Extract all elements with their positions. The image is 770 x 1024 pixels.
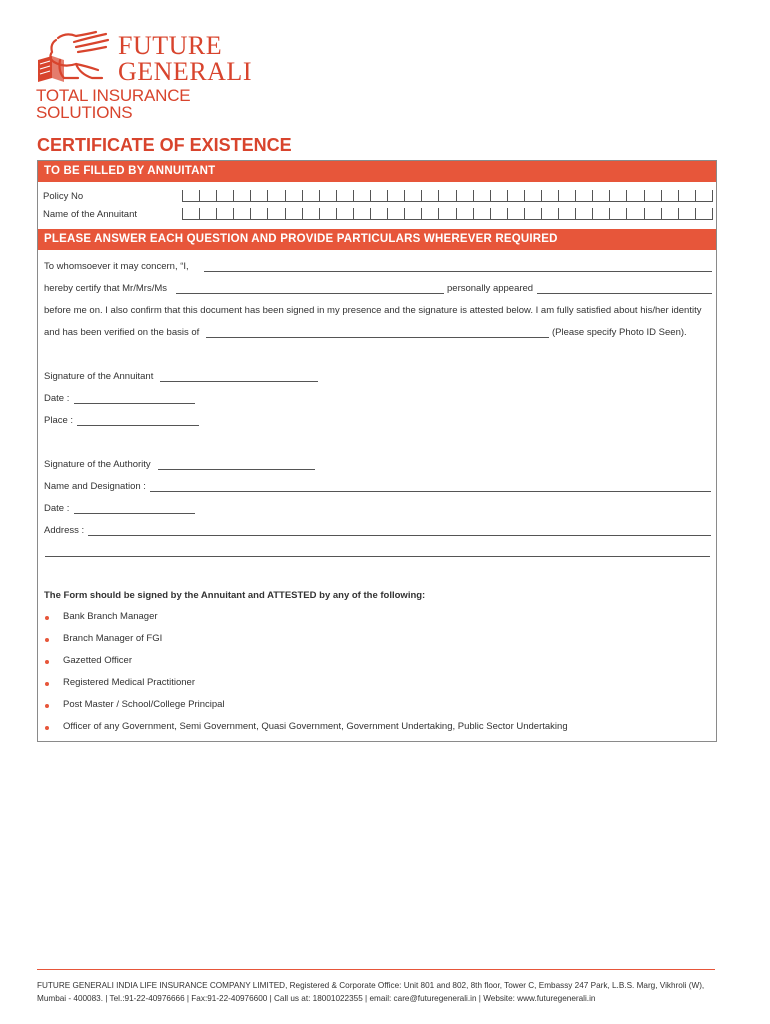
char-box[interactable] <box>319 190 336 202</box>
char-box[interactable] <box>695 190 713 202</box>
person-name-field[interactable] <box>176 293 444 294</box>
name-designation-field[interactable] <box>150 491 711 492</box>
char-box[interactable] <box>473 190 490 202</box>
char-box[interactable] <box>438 190 455 202</box>
char-box[interactable] <box>302 190 319 202</box>
char-box[interactable] <box>182 190 199 202</box>
char-box[interactable] <box>267 208 284 220</box>
brand-tagline: TOTAL INSURANCE SOLUTIONS <box>36 86 191 122</box>
concern-text: To whomsoever it may concern, “I, <box>44 261 189 272</box>
char-box[interactable] <box>678 190 695 202</box>
bullet-icon <box>45 660 49 664</box>
certify-text: hereby certify that Mr/Mrs/Ms <box>44 283 167 294</box>
place-field[interactable] <box>77 425 199 426</box>
bullet-icon <box>45 616 49 620</box>
char-box[interactable] <box>490 208 507 220</box>
date-field-1[interactable] <box>74 403 195 404</box>
photo-id-hint: (Please specify Photo ID Seen). <box>552 327 687 338</box>
char-box[interactable] <box>233 208 250 220</box>
char-box[interactable] <box>319 208 336 220</box>
company-logo <box>36 30 276 122</box>
char-box[interactable] <box>250 190 267 202</box>
char-box[interactable] <box>233 190 250 202</box>
char-box[interactable] <box>456 190 473 202</box>
char-box[interactable] <box>336 190 353 202</box>
confirmation-text: before me on. I also confirm that this document has been signed in my presence and the signature is attested below. I am fully satisfied about his/her identity <box>44 305 702 316</box>
char-box[interactable] <box>644 208 661 220</box>
page-title: CERTIFICATE OF EXISTENCE <box>37 135 292 155</box>
list-item: Post Master / School/College Principal <box>63 699 225 710</box>
address-label: Address : <box>44 525 85 536</box>
name-designation-label: Name and Designation : <box>44 481 146 492</box>
section-heading-particulars: PLEASE ANSWER EACH QUESTION AND PROVIDE PARTICULARS WHEREVER REQUIRED <box>38 229 716 250</box>
char-box[interactable] <box>609 208 626 220</box>
char-box[interactable] <box>678 208 695 220</box>
annuitant-name-label: Name of the Annuitant <box>43 209 138 220</box>
list-item: Bank Branch Manager <box>63 611 158 622</box>
annuitant-signature-label: Signature of the Annuitant <box>44 371 154 382</box>
bullet-icon <box>45 704 49 708</box>
char-box[interactable] <box>558 190 575 202</box>
char-box[interactable] <box>507 190 524 202</box>
char-box[interactable] <box>592 190 609 202</box>
char-box[interactable] <box>575 190 592 202</box>
char-box[interactable] <box>353 190 370 202</box>
char-box[interactable] <box>421 208 438 220</box>
char-box[interactable] <box>609 190 626 202</box>
footer-address: FUTURE GENERALI INDIA LIFE INSURANCE COMPANY LIMITED, Registered & Corporate Office: Unit 801 and 802, 8th floor, Tower C, Embassy 247 Park, L.B.S. Marg, Vikhroli (W), <box>37 981 705 990</box>
date-label-1: Date : <box>44 393 70 404</box>
footer <box>37 979 727 1005</box>
char-box[interactable] <box>404 190 421 202</box>
char-box[interactable] <box>216 190 233 202</box>
certificate-form <box>37 160 717 742</box>
char-box[interactable] <box>370 208 387 220</box>
char-box[interactable] <box>285 208 302 220</box>
authority-signature-label: Signature of the Authority <box>44 459 151 470</box>
footer-divider <box>37 969 715 970</box>
char-box[interactable] <box>592 208 609 220</box>
char-box[interactable] <box>302 208 319 220</box>
winged-lion-icon <box>36 30 116 88</box>
char-box[interactable] <box>370 190 387 202</box>
appeared-field[interactable] <box>537 293 712 294</box>
date-field-2[interactable] <box>74 513 195 514</box>
photo-id-field[interactable] <box>206 337 549 338</box>
authority-signature-field[interactable] <box>158 469 315 470</box>
attestation-heading: The Form should be signed by the Annuitant and ATTESTED by any of the following: <box>44 590 426 601</box>
char-box[interactable] <box>661 208 678 220</box>
char-box[interactable] <box>541 208 558 220</box>
char-box[interactable] <box>387 208 404 220</box>
verified-basis-text: and has been verified on the basis of <box>44 327 200 338</box>
char-box[interactable] <box>387 190 404 202</box>
address-field-line2[interactable] <box>45 556 710 557</box>
bullet-icon <box>45 682 49 686</box>
list-item: Gazetted Officer <box>63 655 132 666</box>
annuitant-name-input[interactable] <box>182 208 713 220</box>
char-box[interactable] <box>661 190 678 202</box>
section-heading-annuitant: TO BE FILLED BY ANNUITANT <box>38 161 716 182</box>
place-label: Place : <box>44 415 74 426</box>
char-box[interactable] <box>404 208 421 220</box>
brand-name-line1: FUTURE <box>118 31 223 60</box>
char-box[interactable] <box>438 208 455 220</box>
char-box[interactable] <box>199 208 216 220</box>
char-box[interactable] <box>250 208 267 220</box>
char-box[interactable] <box>267 190 284 202</box>
char-box[interactable] <box>575 208 592 220</box>
char-box[interactable] <box>541 190 558 202</box>
char-box[interactable] <box>507 208 524 220</box>
bullet-icon <box>45 726 49 730</box>
declarant-name-field[interactable] <box>204 271 712 272</box>
char-box[interactable] <box>490 190 507 202</box>
date-label-2: Date : <box>44 503 70 514</box>
char-box[interactable] <box>285 190 302 202</box>
annuitant-signature-field[interactable] <box>160 381 318 382</box>
char-box[interactable] <box>353 208 370 220</box>
list-item: Officer of any Government, Semi Government, Quasi Government, Government Undertaking, Public Sector Undertaking <box>63 721 568 732</box>
char-box[interactable] <box>644 190 661 202</box>
char-box[interactable] <box>695 208 713 220</box>
char-box[interactable] <box>524 190 541 202</box>
list-item: Branch Manager of FGI <box>63 633 163 644</box>
list-item: Registered Medical Practitioner <box>63 677 196 688</box>
brand-name-line2: GENERALI <box>118 57 252 86</box>
char-box[interactable] <box>216 208 233 220</box>
char-box[interactable] <box>182 208 199 220</box>
char-box[interactable] <box>473 208 490 220</box>
char-box[interactable] <box>456 208 473 220</box>
appeared-text: personally appeared <box>447 283 534 294</box>
footer-contact: Mumbai - 400083. | Tel.:91-22-40976666 | Fax:91-22-40976600 | Call us at: 18001022355 | email: care@futuregenerali.in | Website: www.futuregenerali.in <box>37 994 596 1003</box>
policy-no-label: Policy No <box>43 191 84 202</box>
bullet-icon <box>45 638 49 642</box>
address-field-line1[interactable] <box>88 535 711 536</box>
char-box[interactable] <box>626 190 643 202</box>
char-box[interactable] <box>524 208 541 220</box>
char-box[interactable] <box>199 190 216 202</box>
policy-no-input[interactable] <box>182 190 713 202</box>
char-box[interactable] <box>626 208 643 220</box>
char-box[interactable] <box>336 208 353 220</box>
char-box[interactable] <box>421 190 438 202</box>
char-box[interactable] <box>558 208 575 220</box>
